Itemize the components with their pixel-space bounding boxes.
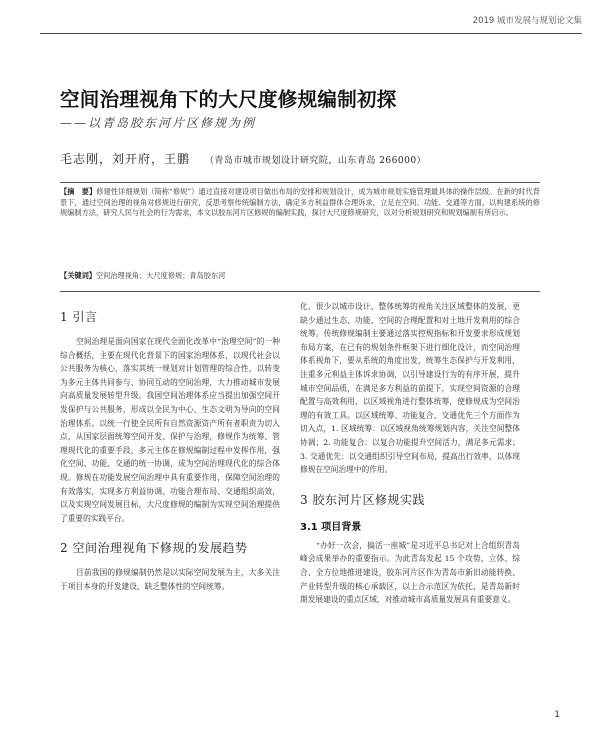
- author-line: [60, 150, 540, 167]
- paragraph-introduction: 空间治理是面向国家在现代全面化改革中“治理空间”的一种综合概括，主要在现代化背景下的国家治理体系，以现代社会以公共服务为核心，落实其统一规划对计划管理的综合性，以转变为多元主体共同参与、协同互动的空间治理，大力推动城市发展向高质量发展转型升级。我国空间治理体系应当提出加强空间开发保护与公共服务，形成以全民为中心、生态文明为导向的空间治理体系。以统一行使全民所有自然资源资产所有者职责为切入点，从国家层面统筹空间开发、保护与治理，修规作为统筹、管理现代化的重要手段，多元主体在修规编制过程中发挥作用，强化空间、功能、交通的统一协调，成为空间治理现代化的综合体现。修规在功能发展空间治理中具有重要作用，保障空间治理的有效落实，实现多方利益协调、功能合理布局、交通组织高效，以及实现空间发展目标，大尺度修规的编制为实现空间治理提供了重要的实践平台。: [60, 337, 280, 523]
- abstract-box: [60, 182, 540, 292]
- author-affiliation: （青岛市城市规划设计研究院，山东青岛 266000）: [204, 156, 427, 166]
- keywords-text: 空间治理视角；大尺度修规；青岛胶东河: [95, 271, 226, 280]
- keywords: [60, 271, 540, 281]
- paragraph-continued: 化，很少以城市设计、整体统筹的视角关注区域整体的发展，更缺少通过生态、功能、空间的合理配置和对土地开发利用的综合统筹。传统修规编制主要通过落实控规指标和开发要求形成规划布局方案，在已有的规划条件框架下进行细化设计，而空间治理体系视角下，要从系统的角度出发，统筹生态保护与开发利用，注重多元利益主体诉求协调，以引导建设行为的有序开展，提升城市空间品质，在满足多方利益的前提下，实现空间资源的合理配置与高效利用，以区域视角进行整体统筹，使修规成为空间治理的有效工具。以区域统筹、功能复合、交通优先三个方面作为切入点，1. 区域统筹：以区域视角统筹规划内容，关注空间整体协调；2. 功能复合：以复合功能提升空间活力，满足多元需求；3. 交通优先：以交通组织引导空间布局，提高出行效率，以体现修规在空间治理中的作用。: [300, 302, 520, 475]
- paragraph-background: “办好一次会，搞活一座城”是习近平总书记对上合组织青岛峰会成果举办的重要指示。为此青岛发起 15 个攻势，立体、综合、全方位地推进建设，胶东河片区作为青岛市新旧动能转换、产业转型升级的核心承载区，以上合示范区为依托，是青岛新时期发展建设的重点区域，对推动城市高质量发展具有重要意义。: [300, 540, 520, 605]
- left-column: [60, 300, 280, 594]
- section-heading-introduction: 1 引言: [60, 310, 98, 324]
- author-names: 毛志刚，刘开府，王鹏: [60, 152, 191, 166]
- paper-subtitle: ——以青岛胶东河片区修规为例: [60, 116, 257, 130]
- abstract-text: 修建性详细规划（简称“修规”）通过直接对建设项目做出布局的安排和规划设计，成为城市规划实施管理最具体的操作层级。在新的时代背景下，通过空间治理的视角对修规进行研究，反思考察传统编制方法，确定多方利益群体合理诉求，立足在空间、功能、交通等方面，以构建系统的修规编制方法，研究人民与社会的行为需求，本文以胶东河片区修规的编制实践，探讨大尺度修规研究，以对分析规划研究和规划编制有所启示。: [60, 187, 540, 217]
- page-number: 1: [554, 710, 560, 720]
- abstract: [60, 187, 540, 219]
- header-rule: [40, 33, 582, 34]
- keywords-label: 【关键词】: [60, 271, 96, 280]
- right-column: [300, 300, 520, 607]
- paper-title: 空间治理视角下的大尺度修规编制初探: [60, 88, 397, 111]
- paragraph-trend: 目前我国的修规编制仍然是以实际空间发展为主，大多关注于项目本身的开发建设，缺乏整体性的空间统筹。: [60, 568, 280, 591]
- section-heading-trend: 2 空间治理视角下修规的发展趋势: [60, 541, 248, 556]
- subsection-heading-background: 3.1 项目背景: [300, 521, 362, 533]
- running-head: 2019 城市发展与规划论文集: [472, 16, 582, 26]
- section-heading-practice: 3 胶东河片区修规实践: [300, 492, 425, 507]
- abstract-label: 【摘 要】: [60, 187, 97, 196]
